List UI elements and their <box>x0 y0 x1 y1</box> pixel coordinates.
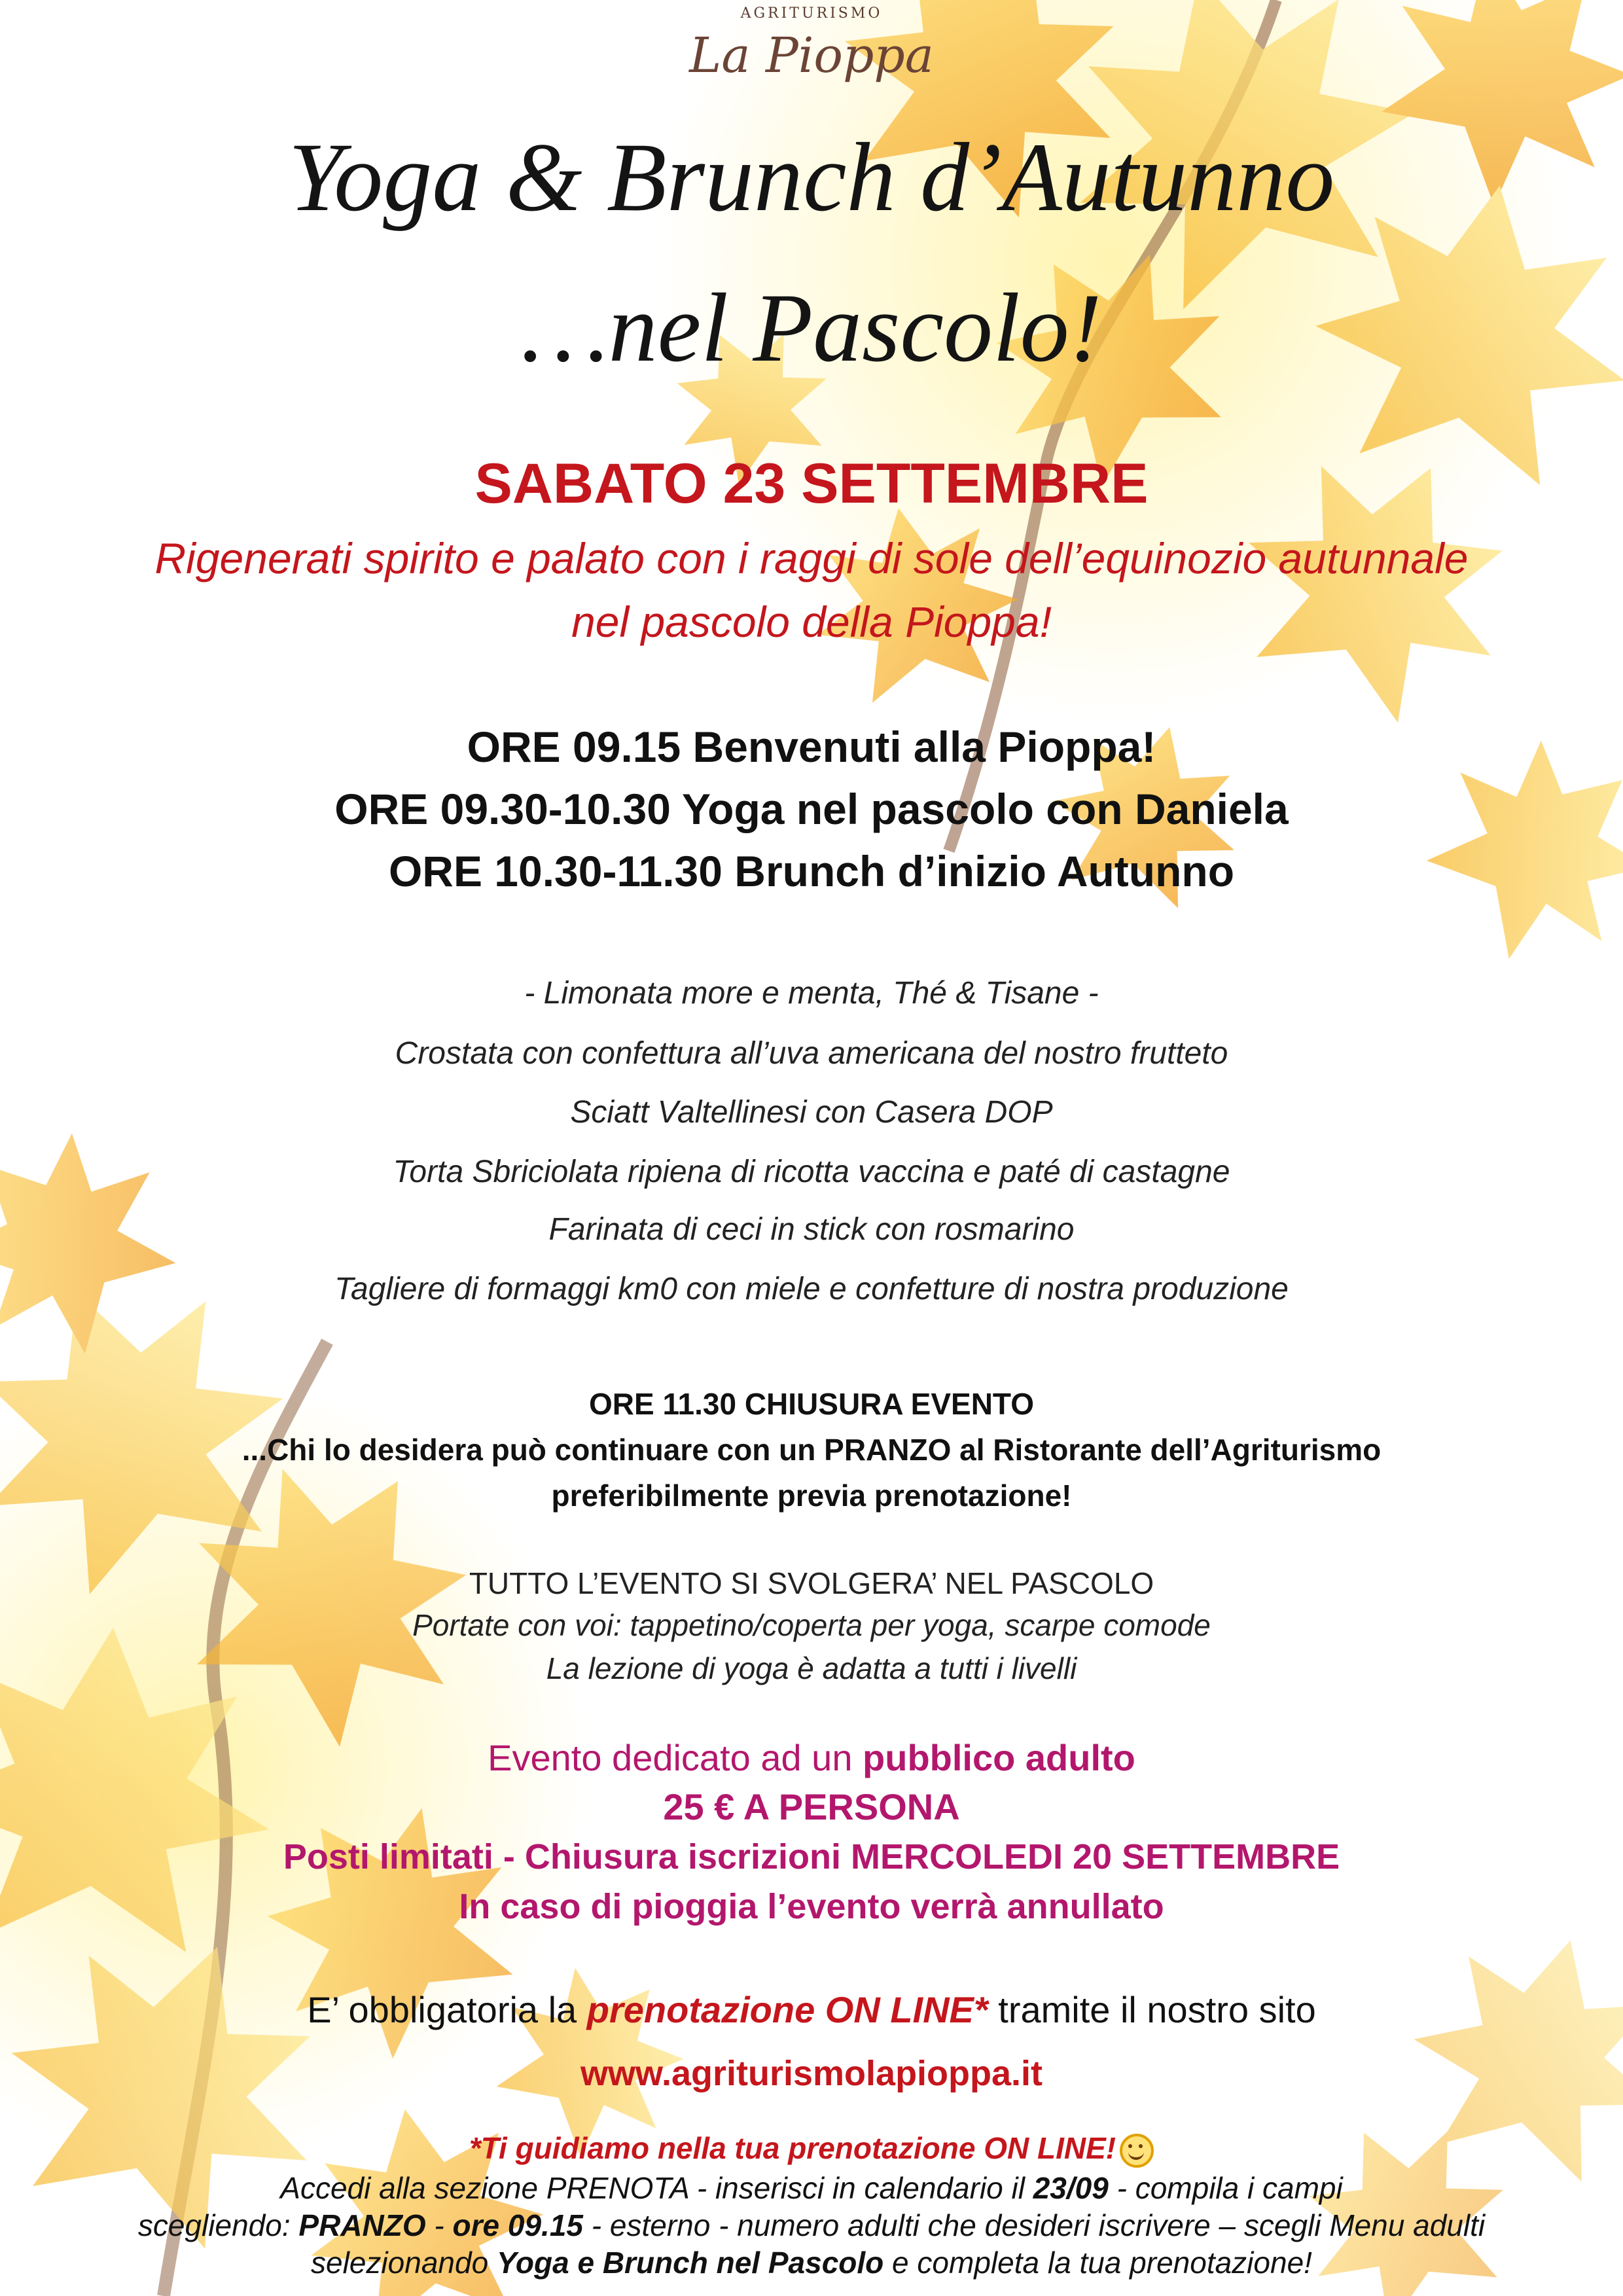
lunch-note-booking: preferibilmente previa prenotazione! <box>551 1479 1072 1513</box>
guide-step <box>0 2208 1623 2243</box>
audience-highlight: pubblico adulto <box>863 1737 1135 1778</box>
logo-subtitle: AGRITURISMO <box>740 5 883 22</box>
guide-step-text: Accedi alla sezione PRENOTA - inserisci in calendario il <box>280 2171 1033 2205</box>
guide-step-menu: Yoga e Brunch nel Pascolo <box>496 2246 884 2280</box>
menu-item: Tagliere di formaggi km0 con miele e confetture di nostra produzione <box>334 1272 1289 1306</box>
menu-drinks: - Limonata more e menta, Thé & Tisane - <box>524 976 1099 1011</box>
booking-required <box>0 1988 1623 2031</box>
event-date: SABATO 23 SETTEMBRE <box>474 452 1149 515</box>
booking-online-highlight: prenotazione ON LINE* <box>586 1989 988 2030</box>
booking-suffix: tramite il nostro sito <box>988 1989 1316 2030</box>
yoga-level-note: La lezione di yoga è adatta a tutti i livelli <box>546 1651 1077 1685</box>
guide-step-option: PRANZO <box>298 2208 426 2242</box>
schedule-item: ORE 09.30-10.30 Yoga nel pascolo con Daniela <box>334 785 1289 833</box>
bring-items-note: Portate con voi: tappetino/coperta per yoga, scarpe comode <box>412 1608 1211 1642</box>
location-note: TUTTO L’EVENTO SI SVOLGERA’ NEL PASCOLO <box>469 1566 1154 1600</box>
guide-step-text: - <box>425 2208 453 2242</box>
rain-note: In caso di pioggia l’evento verrà annullato <box>459 1887 1164 1926</box>
guide-step <box>0 2245 1623 2280</box>
menu-item: Torta Sbriciolata ripiena di ricotta vaccina e paté di castagne <box>393 1155 1230 1189</box>
booking-guide-title <box>0 2130 1623 2168</box>
guide-step-text: scegliendo: <box>137 2208 299 2242</box>
price: 25 € A PERSONA <box>663 1786 960 1827</box>
guide-step-date: 23/09 <box>1033 2171 1109 2205</box>
limited-seats: Posti limitati - Chiusura iscrizioni MERCOLEDI 20 SETTEMBRE <box>283 1837 1340 1876</box>
guide-step-text: selezionando <box>311 2246 497 2280</box>
schedule-item: ORE 09.15 Benvenuti alla Pioppa! <box>467 723 1156 771</box>
website-link[interactable]: www.agriturismolapioppa.it <box>580 2054 1043 2093</box>
event-title-line2: …nel Pascolo! <box>521 274 1102 382</box>
guide-step-text: - compila i campi <box>1108 2171 1343 2205</box>
menu-item: Farinata di ceci in stick con rosmarino <box>548 1212 1075 1247</box>
subtitle-line1: Rigenerati spirito e palato con i raggi di sole dell’equinozio autunnale <box>154 534 1469 583</box>
audience-note <box>0 1736 1623 1779</box>
wink-smiley-icon <box>1120 2134 1154 2168</box>
schedule-item: ORE 10.30-11.30 Brunch d’inizio Autunno <box>388 847 1235 895</box>
guide-step-text: - esterno - numero adulti che desideri iscrivere – scegli Menu adulti <box>583 2208 1486 2242</box>
audience-prefix: Evento dedicato ad un <box>488 1737 863 1778</box>
logo: La Pioppa <box>689 27 934 84</box>
lunch-note: ...Chi lo desidera può continuare con un PRANZO al Ristorante dell’Agriturismo <box>241 1433 1382 1467</box>
menu-item: Sciatt Valtellinesi con Casera DOP <box>570 1095 1053 1130</box>
guide-step-time: ore 09.15 <box>452 2208 583 2242</box>
closing-time: ORE 11.30 CHIUSURA EVENTO <box>589 1387 1034 1421</box>
subtitle-line2: nel pascolo della Pioppa! <box>571 598 1052 646</box>
menu-item: Crostata con confettura all’uva americana del nostro frutteto <box>395 1036 1228 1071</box>
guide-title-text: *Ti guidiamo nella tua prenotazione ON LINE! <box>469 2131 1116 2165</box>
guide-step <box>0 2170 1623 2206</box>
event-title-line1: Yoga & Brunch d’Autunno <box>288 123 1335 232</box>
booking-prefix: E’ obbligatoria la <box>307 1989 587 2030</box>
guide-step-text: e completa la tua prenotazione! <box>883 2246 1312 2280</box>
